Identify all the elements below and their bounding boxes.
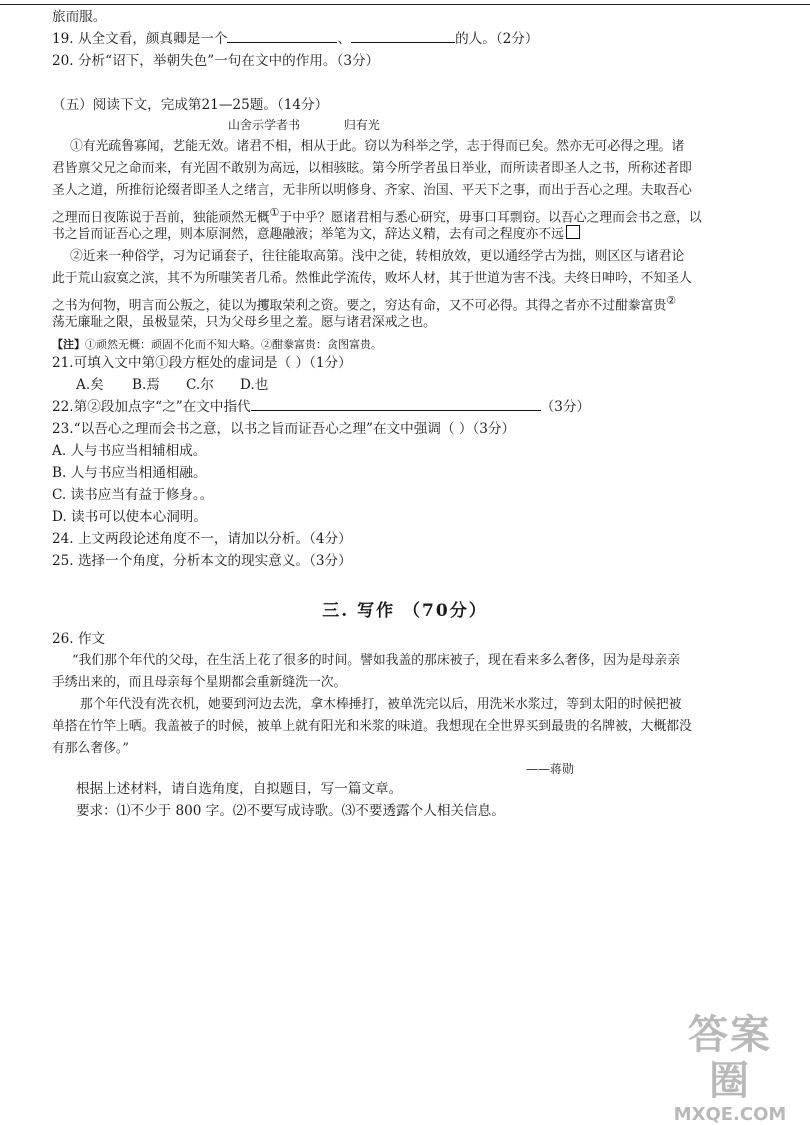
question-22	[52, 396, 770, 418]
answer-blank-22[interactable]	[251, 396, 541, 411]
previous-text-tail: 旅而服。	[52, 9, 107, 25]
p1-line-4a: 之理而日夜陈说于吾前，独能顽然无概	[52, 210, 270, 226]
option-c[interactable]: C.尔	[186, 377, 214, 393]
question-19-sep: 、	[337, 31, 352, 47]
essay-line-5: 有那么奢侈。”	[52, 741, 129, 756]
watermark-logo	[670, 1012, 790, 1125]
footnote-mark-2: ②	[666, 294, 677, 307]
p1-line-4b: 于中乎？愿诸君相与悉心研究，毋事口耳剽窃。以吾心之理而会书之意，以	[279, 210, 702, 226]
question-20: 20. 分析“诏下，举朝失色”一句在文中的作用。（3分）	[52, 53, 380, 69]
question-19-lead: 19. 从全文看，颜真卿是一个	[52, 31, 228, 47]
option-23-a[interactable]: A. 人与书应当相辅相成。	[52, 443, 207, 459]
option-a[interactable]: A.矣	[76, 377, 104, 393]
instruction: 根据上述材料，请自选角度，自拟题目，写一篇文章。	[76, 781, 403, 797]
essay-line-3: 那个年代没有洗衣机，她要到河边去洗，拿木棒捶打，被单洗完以后，用洗米水浆过，等到太阳的时候把被	[80, 697, 682, 712]
blank-box[interactable]	[566, 225, 580, 239]
question-22-points: （3分）	[540, 399, 591, 415]
question-26: 26. 作文	[52, 631, 106, 647]
section-5-heading: （五）阅读下文，完成第21—25题。（14分）	[52, 97, 329, 113]
essay-line-2: 手绣出来的，而且母亲每个星期都会重新缝洗一次。	[52, 675, 347, 690]
p1-line-5-text: 书之旨而证吾心之理，则本原洞然，意趣融液；举笔为文，辞达义精，去有司之程度亦不远	[52, 227, 564, 242]
question-19-tail: 的人。（2分）	[455, 31, 539, 47]
footnote-text: ①顽然无概：顽固不化而不知大略。②酣豢富贵：贪图富贵。	[85, 338, 382, 351]
section-3-title: 三. 写作 （70分）	[322, 601, 488, 621]
p2-line-4: 荡无廉耻之限，虽极显荣，只为父母乡里之羞。愿与诸君深戒之也。	[52, 315, 436, 330]
footnote-mark-1: ①	[269, 206, 280, 219]
essay-line-4: 单搭在竹竿上晒。我盖被子的时候，被单上就有阳光和米浆的味道。我想现在全世界买到最贵的名牌被，大概都没	[52, 719, 692, 734]
requirements: 要求：⑴不少于 800 字。⑵不要写成诗歌。⑶不要透露个人相关信息。	[76, 803, 505, 819]
essay-line-1: “我们那个年代的父母，在生活上花了很多的时间。譬如我盖的那床被子，现在看来多么奢侈，因为是母亲亲	[72, 653, 680, 668]
p1-line-1: ①有光疏鲁寡闻，艺能无效。诸君不相，相从于此。窃以为科举之学，志于得而已矣。然亦无可必得之理。诸	[70, 139, 685, 154]
p2-line-1: ②近来一种俗学，习为记诵套子，往往能取高第。浅中之徒，转相放效，更以通经学古为拙，则区区与诸君论	[70, 249, 685, 264]
option-d[interactable]: D.也	[240, 377, 269, 393]
article-title-text: 山舍示学者书	[228, 118, 301, 132]
footnote-label: 【注】	[52, 338, 85, 351]
p2-line-3-text: 之书为何物，明言而公叛之，徒以为攫取荣利之资。要之，穷达有命，又不可必得。其得之者亦不过酣豢富贵	[52, 298, 667, 314]
question-22-text: 22.第②段加点字“之”在文中指代	[52, 399, 251, 415]
p1-line-2: 君皆禀父兄之命而来，有光固不敢别为高远，以相骇眩。第今所学者虽日举业，而所读者即圣人之书，所称述者即	[52, 161, 692, 176]
answer-blank-2[interactable]	[351, 28, 455, 43]
article-author: 归有光	[343, 118, 380, 132]
article-title	[228, 114, 770, 136]
option-23-b[interactable]: B. 人与书应当相通相融。	[52, 465, 207, 481]
watermark-line-2: MXQE.COM	[673, 1104, 787, 1125]
question-23: 23.“以吾心之理而会书之意，以书之旨而证吾心之理”在文中强调（ ）（3分）	[52, 421, 516, 437]
p2-line-2: 此于荒山寂寞之滨，其不为所嗤笑者几希。然惟此学流传，败坏人材，其于世道为害不浅。夫终日呻吟，不知圣人	[52, 271, 692, 286]
option-b[interactable]: B.焉	[132, 377, 160, 393]
question-21: 21.可填入文中第①段方框处的虚词是（ ）（1分）	[52, 355, 352, 371]
top-rule	[0, 4, 810, 5]
p1-line-5	[52, 224, 770, 246]
p1-line-3: 圣人之道，所推衍论缀者即圣人之绪言，无非所以明修身、齐家、治国、平天下之事，而出于吾心之理。夫取吾心	[52, 183, 692, 198]
option-23-c[interactable]: C. 读书应当有益于修身。。	[52, 487, 214, 503]
question-21-options	[76, 374, 770, 396]
question-19	[52, 28, 770, 50]
option-23-d[interactable]: D. 读书可以使本心洞明。	[52, 509, 207, 525]
essay-author: ——蒋勋	[525, 762, 574, 776]
answer-blank-1[interactable]	[227, 28, 337, 43]
question-24: 24. 上文两段论述角度不一，请加以分析。（4分）	[52, 531, 352, 547]
question-25: 25. 选择一个角度，分析本文的现实意义。（3分）	[52, 553, 352, 569]
watermark-line-1: 答案圈	[688, 1012, 772, 1104]
